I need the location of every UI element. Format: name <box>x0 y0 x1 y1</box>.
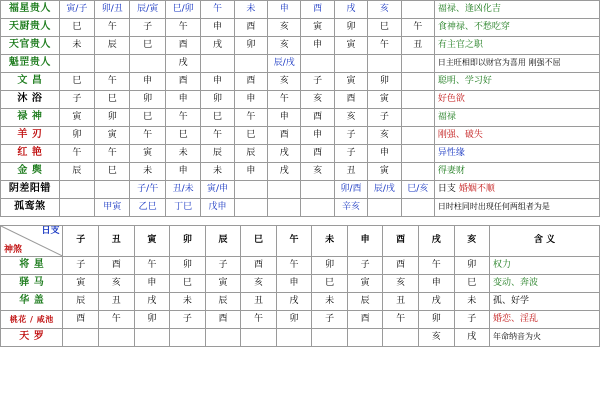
cell <box>205 329 241 347</box>
cell <box>63 329 99 347</box>
cell: 亥 <box>368 1 401 19</box>
cell: 未 <box>454 293 490 311</box>
cell: 子 <box>205 257 241 275</box>
cell: 午 <box>59 145 94 163</box>
branch-header: 亥 <box>454 226 490 257</box>
row-meaning: 刚强、破失 <box>434 127 599 145</box>
cell: 戌 <box>201 37 234 55</box>
cell: 戌 <box>334 1 367 19</box>
cell: 酉 <box>205 311 241 329</box>
cell: 酉 <box>268 127 301 145</box>
cell: 戌 <box>134 293 170 311</box>
cell <box>130 55 165 73</box>
cell: 申 <box>276 275 312 293</box>
cell: 丑 <box>334 163 367 181</box>
cell: 辰/戌 <box>268 55 301 73</box>
cell: 亥 <box>334 109 367 127</box>
table-header-row <box>1 226 600 257</box>
cell <box>401 145 434 163</box>
cell: 子 <box>347 257 383 275</box>
cell: 巳 <box>165 127 200 145</box>
cell: 乙巳 <box>130 199 165 217</box>
table-row <box>1 37 600 55</box>
cell <box>401 73 434 91</box>
cell: 亥 <box>383 275 419 293</box>
cell: 巳 <box>312 275 348 293</box>
row-meaning: 年命纳音为火 <box>490 329 600 347</box>
cell: 午 <box>165 109 200 127</box>
cell: 子 <box>334 145 367 163</box>
cell: 酉 <box>301 1 334 19</box>
cell: 酉 <box>301 145 334 163</box>
cell: 未 <box>201 163 234 181</box>
cell: 未 <box>59 37 94 55</box>
cell: 寅 <box>63 275 99 293</box>
meaning-text: 婚姻不顺 <box>458 183 495 194</box>
branch-header: 丑 <box>99 226 135 257</box>
table-row <box>1 329 600 347</box>
row-label-hongyan: 红 艳 <box>1 145 60 163</box>
cell: 巳/卯 <box>165 1 200 19</box>
cell: 午 <box>201 1 234 19</box>
cell: 申 <box>368 145 401 163</box>
row-meaning: 福禄 <box>434 109 599 127</box>
cell <box>241 329 277 347</box>
cell: 丑 <box>99 293 135 311</box>
cell: 辰/戌 <box>368 181 401 199</box>
row-meaning: 异性缘 <box>434 145 599 163</box>
cell <box>401 109 434 127</box>
cell: 亥 <box>99 275 135 293</box>
cell: 亥 <box>268 37 301 55</box>
cell <box>401 91 434 109</box>
row-meaning: 有主官之职 <box>434 37 599 55</box>
cell: 申 <box>134 275 170 293</box>
cell <box>95 55 130 73</box>
row-label-tianguanguiren: 天官贵人 <box>1 37 60 55</box>
cell: 午 <box>368 37 401 55</box>
cell: 卯 <box>134 311 170 329</box>
cell: 申 <box>165 91 200 109</box>
branch-header: 卯 <box>170 226 206 257</box>
branch-header: 申 <box>347 226 383 257</box>
cell <box>347 329 383 347</box>
cell: 戌 <box>276 293 312 311</box>
corner-header-bottom: 神煞 <box>4 244 23 255</box>
cell: 巳 <box>454 275 490 293</box>
cell: 申 <box>268 109 301 127</box>
cell: 辰 <box>59 163 94 181</box>
cell <box>268 181 301 199</box>
cell: 卯 <box>368 73 401 91</box>
cell: 酉 <box>301 109 334 127</box>
row-meaning <box>434 199 599 217</box>
branch-header: 戌 <box>418 226 454 257</box>
cell: 辰 <box>95 37 130 55</box>
row-label-fuxingguiren: 福星贵人 <box>1 1 60 19</box>
cell: 酉 <box>241 257 277 275</box>
row-meaning: 权力 <box>490 257 600 275</box>
meaning-column-header: 含 义 <box>490 226 600 257</box>
cell: 未 <box>165 145 200 163</box>
branch-header: 子 <box>63 226 99 257</box>
cell: 卯 <box>276 311 312 329</box>
table-row <box>1 275 600 293</box>
cell: 卯 <box>59 127 94 145</box>
cell: 丑 <box>383 293 419 311</box>
cell: 子 <box>130 19 165 37</box>
row-meaning: 孤、好学 <box>490 293 600 311</box>
cell: 巳 <box>368 19 401 37</box>
row-label-guluansha: 孤鸾煞 <box>1 199 60 217</box>
cell: 亥 <box>301 91 334 109</box>
cell <box>59 199 94 217</box>
cell: 卯 <box>454 257 490 275</box>
cell: 寅 <box>334 73 367 91</box>
cell: 卯/丑 <box>95 1 130 19</box>
cell <box>401 55 434 73</box>
table-row <box>1 311 600 329</box>
row-label-muyu: 沐 浴 <box>1 91 60 109</box>
table-row <box>1 257 600 275</box>
cell <box>401 199 434 217</box>
cell: 巳 <box>130 109 165 127</box>
cell <box>59 181 94 199</box>
cell: 亥 <box>418 329 454 347</box>
cell <box>268 199 301 217</box>
cell: 巳/亥 <box>401 181 434 199</box>
cell: 亥 <box>241 275 277 293</box>
cell: 丑/未 <box>165 181 200 199</box>
table-row <box>1 127 600 145</box>
cell: 巳 <box>234 127 267 145</box>
cell <box>134 329 170 347</box>
cell: 午 <box>95 73 130 91</box>
cell: 辰 <box>347 293 383 311</box>
table-row <box>1 91 600 109</box>
cell: 申 <box>301 37 334 55</box>
cell: 卯 <box>201 91 234 109</box>
cell: 申 <box>201 73 234 91</box>
cell <box>334 55 367 73</box>
cell: 戌 <box>165 55 200 73</box>
row-meaning: 聪明、学习好 <box>434 73 599 91</box>
row-label-wenchang: 文 昌 <box>1 73 60 91</box>
cell: 寅 <box>334 37 367 55</box>
cell: 酉 <box>234 19 267 37</box>
table-row <box>1 19 600 37</box>
branch-header: 午 <box>276 226 312 257</box>
row-meaning: 得妻财 <box>434 163 599 181</box>
cell <box>234 55 267 73</box>
cell <box>401 163 434 181</box>
cell: 午 <box>268 91 301 109</box>
cell: 酉 <box>334 91 367 109</box>
cell <box>312 329 348 347</box>
cell: 卯/酉 <box>334 181 367 199</box>
cell: 卯 <box>312 257 348 275</box>
cell: 卯 <box>95 109 130 127</box>
cell: 寅 <box>95 127 130 145</box>
table-row <box>1 55 600 73</box>
cell: 子 <box>368 109 401 127</box>
cell <box>59 55 94 73</box>
cell: 申 <box>301 127 334 145</box>
branch-header: 酉 <box>383 226 419 257</box>
cell: 亥 <box>268 73 301 91</box>
cell: 申 <box>234 91 267 109</box>
cell: 丑 <box>241 293 277 311</box>
cell <box>95 181 130 199</box>
cell: 午 <box>276 257 312 275</box>
cell: 未 <box>170 293 206 311</box>
row-label-kuigangguiren: 魁罡贵人 <box>1 55 60 73</box>
corner-header-top: 日支 <box>41 226 60 236</box>
cell: 戌 <box>418 293 454 311</box>
cell: 子 <box>59 91 94 109</box>
cell <box>234 181 267 199</box>
row-meaning: 婚恋、淫乱 <box>490 311 600 329</box>
cell: 午 <box>201 127 234 145</box>
branch-header: 巳 <box>241 226 277 257</box>
cell: 亥 <box>368 127 401 145</box>
cell: 戌 <box>268 145 301 163</box>
cell: 卯 <box>234 37 267 55</box>
cell: 申 <box>268 1 301 19</box>
cell: 巳 <box>170 275 206 293</box>
cell: 午 <box>241 311 277 329</box>
cell: 卯 <box>418 311 454 329</box>
cell: 寅 <box>130 145 165 163</box>
branch-header: 未 <box>312 226 348 257</box>
corner-header-cell <box>1 226 63 257</box>
cell: 丑 <box>401 37 434 55</box>
cell: 酉 <box>165 73 200 91</box>
table-row <box>1 73 600 91</box>
cell <box>383 329 419 347</box>
cell: 辰 <box>201 145 234 163</box>
cell: 戌 <box>268 163 301 181</box>
cell: 巳 <box>95 163 130 181</box>
cell: 申 <box>130 73 165 91</box>
row-label-yinchayangcuo: 阴差阳错 <box>1 181 60 199</box>
table-row <box>1 181 600 199</box>
cell: 巳 <box>95 91 130 109</box>
cell: 申 <box>201 19 234 37</box>
cell: 午 <box>134 257 170 275</box>
table-row <box>1 109 600 127</box>
cell: 酉 <box>99 257 135 275</box>
branch-header: 辰 <box>205 226 241 257</box>
row-meaning: 好色欲 <box>434 91 599 109</box>
cell: 甲寅 <box>95 199 130 217</box>
cell: 戊申 <box>201 199 234 217</box>
row-meaning <box>434 181 599 199</box>
table-row <box>1 145 600 163</box>
table-row <box>1 1 600 19</box>
row-meaning: 变动、奔波 <box>490 275 600 293</box>
cell: 子 <box>301 73 334 91</box>
cell: 辛亥 <box>334 199 367 217</box>
cell: 午 <box>130 127 165 145</box>
table-gap <box>0 217 600 225</box>
cell <box>401 127 434 145</box>
cell: 寅/申 <box>201 181 234 199</box>
cell: 寅 <box>368 91 401 109</box>
cell <box>301 181 334 199</box>
cell: 子/午 <box>130 181 165 199</box>
row-label-lushen: 禄 神 <box>1 109 60 127</box>
cell: 未 <box>312 293 348 311</box>
cell <box>368 199 401 217</box>
cell: 午 <box>99 311 135 329</box>
upper-table-body <box>1 1 600 217</box>
cell: 亥 <box>268 19 301 37</box>
cell: 申 <box>234 163 267 181</box>
cell: 寅 <box>205 275 241 293</box>
row-label-huagai: 华 盖 <box>1 293 63 311</box>
cell: 子 <box>312 311 348 329</box>
cell: 未 <box>234 1 267 19</box>
row-meaning: 食神禄、不愁吃穿 <box>434 19 599 37</box>
cell: 酉 <box>347 311 383 329</box>
lower-table-body <box>1 226 600 347</box>
row-label-jinyu: 金 舆 <box>1 163 60 181</box>
row-meaning: 福禄、逢凶化吉 <box>434 1 599 19</box>
cell: 酉 <box>383 257 419 275</box>
cell: 巳 <box>130 37 165 55</box>
row-label-tianchuguiren: 天厨贵人 <box>1 19 60 37</box>
cell: 辰 <box>63 293 99 311</box>
cell: 午 <box>401 19 434 37</box>
cell: 午 <box>234 109 267 127</box>
cell <box>301 55 334 73</box>
row-label-tianluo: 天 罗 <box>1 329 63 347</box>
cell <box>201 55 234 73</box>
cell: 申 <box>165 163 200 181</box>
cell: 寅 <box>59 109 94 127</box>
cell: 寅 <box>301 19 334 37</box>
cell: 寅 <box>368 163 401 181</box>
cell: 巳 <box>201 109 234 127</box>
cell: 巳 <box>59 19 94 37</box>
cell: 卯 <box>130 91 165 109</box>
cell: 辰/寅 <box>130 1 165 19</box>
meaning-prefix: 日时柱 <box>437 202 462 212</box>
cell <box>276 329 312 347</box>
cell <box>301 199 334 217</box>
cell: 酉 <box>165 37 200 55</box>
row-label-yangren: 羊 刃 <box>1 127 60 145</box>
row-meaning: 日主旺相即以财官为喜用 刚强不屈 <box>434 55 599 73</box>
cell: 子 <box>334 127 367 145</box>
cell: 子 <box>170 311 206 329</box>
cell <box>99 329 135 347</box>
row-label-jiangxing: 将 星 <box>1 257 63 275</box>
meaning-text: 同时出现任何两组者为是 <box>461 202 550 212</box>
table-row <box>1 199 600 217</box>
cell: 寅/子 <box>59 1 94 19</box>
cell: 丁巳 <box>165 199 200 217</box>
cell: 申 <box>418 275 454 293</box>
cell: 午 <box>95 19 130 37</box>
meaning-prefix: 日支 <box>437 183 456 194</box>
cell: 巳 <box>59 73 94 91</box>
cell <box>401 1 434 19</box>
row-label-yima: 驿 马 <box>1 275 63 293</box>
cell <box>368 55 401 73</box>
cell: 午 <box>418 257 454 275</box>
cell: 午 <box>165 19 200 37</box>
cell: 卯 <box>334 19 367 37</box>
cell: 辰 <box>234 145 267 163</box>
cell: 酉 <box>234 73 267 91</box>
branch-header: 寅 <box>134 226 170 257</box>
cell: 子 <box>63 257 99 275</box>
cell: 午 <box>95 145 130 163</box>
table-row <box>1 293 600 311</box>
table-row <box>1 163 600 181</box>
row-label-taohua-xianchi: 桃花 / 咸池 <box>1 311 63 329</box>
cell <box>234 199 267 217</box>
cell: 酉 <box>63 311 99 329</box>
cell <box>170 329 206 347</box>
cell: 亥 <box>301 163 334 181</box>
cell: 戌 <box>454 329 490 347</box>
cell: 卯 <box>170 257 206 275</box>
cell: 辰 <box>205 293 241 311</box>
cell: 子 <box>454 311 490 329</box>
cell: 寅 <box>347 275 383 293</box>
shensha-table-lower <box>0 225 600 347</box>
cell: 未 <box>130 163 165 181</box>
cell: 午 <box>383 311 419 329</box>
